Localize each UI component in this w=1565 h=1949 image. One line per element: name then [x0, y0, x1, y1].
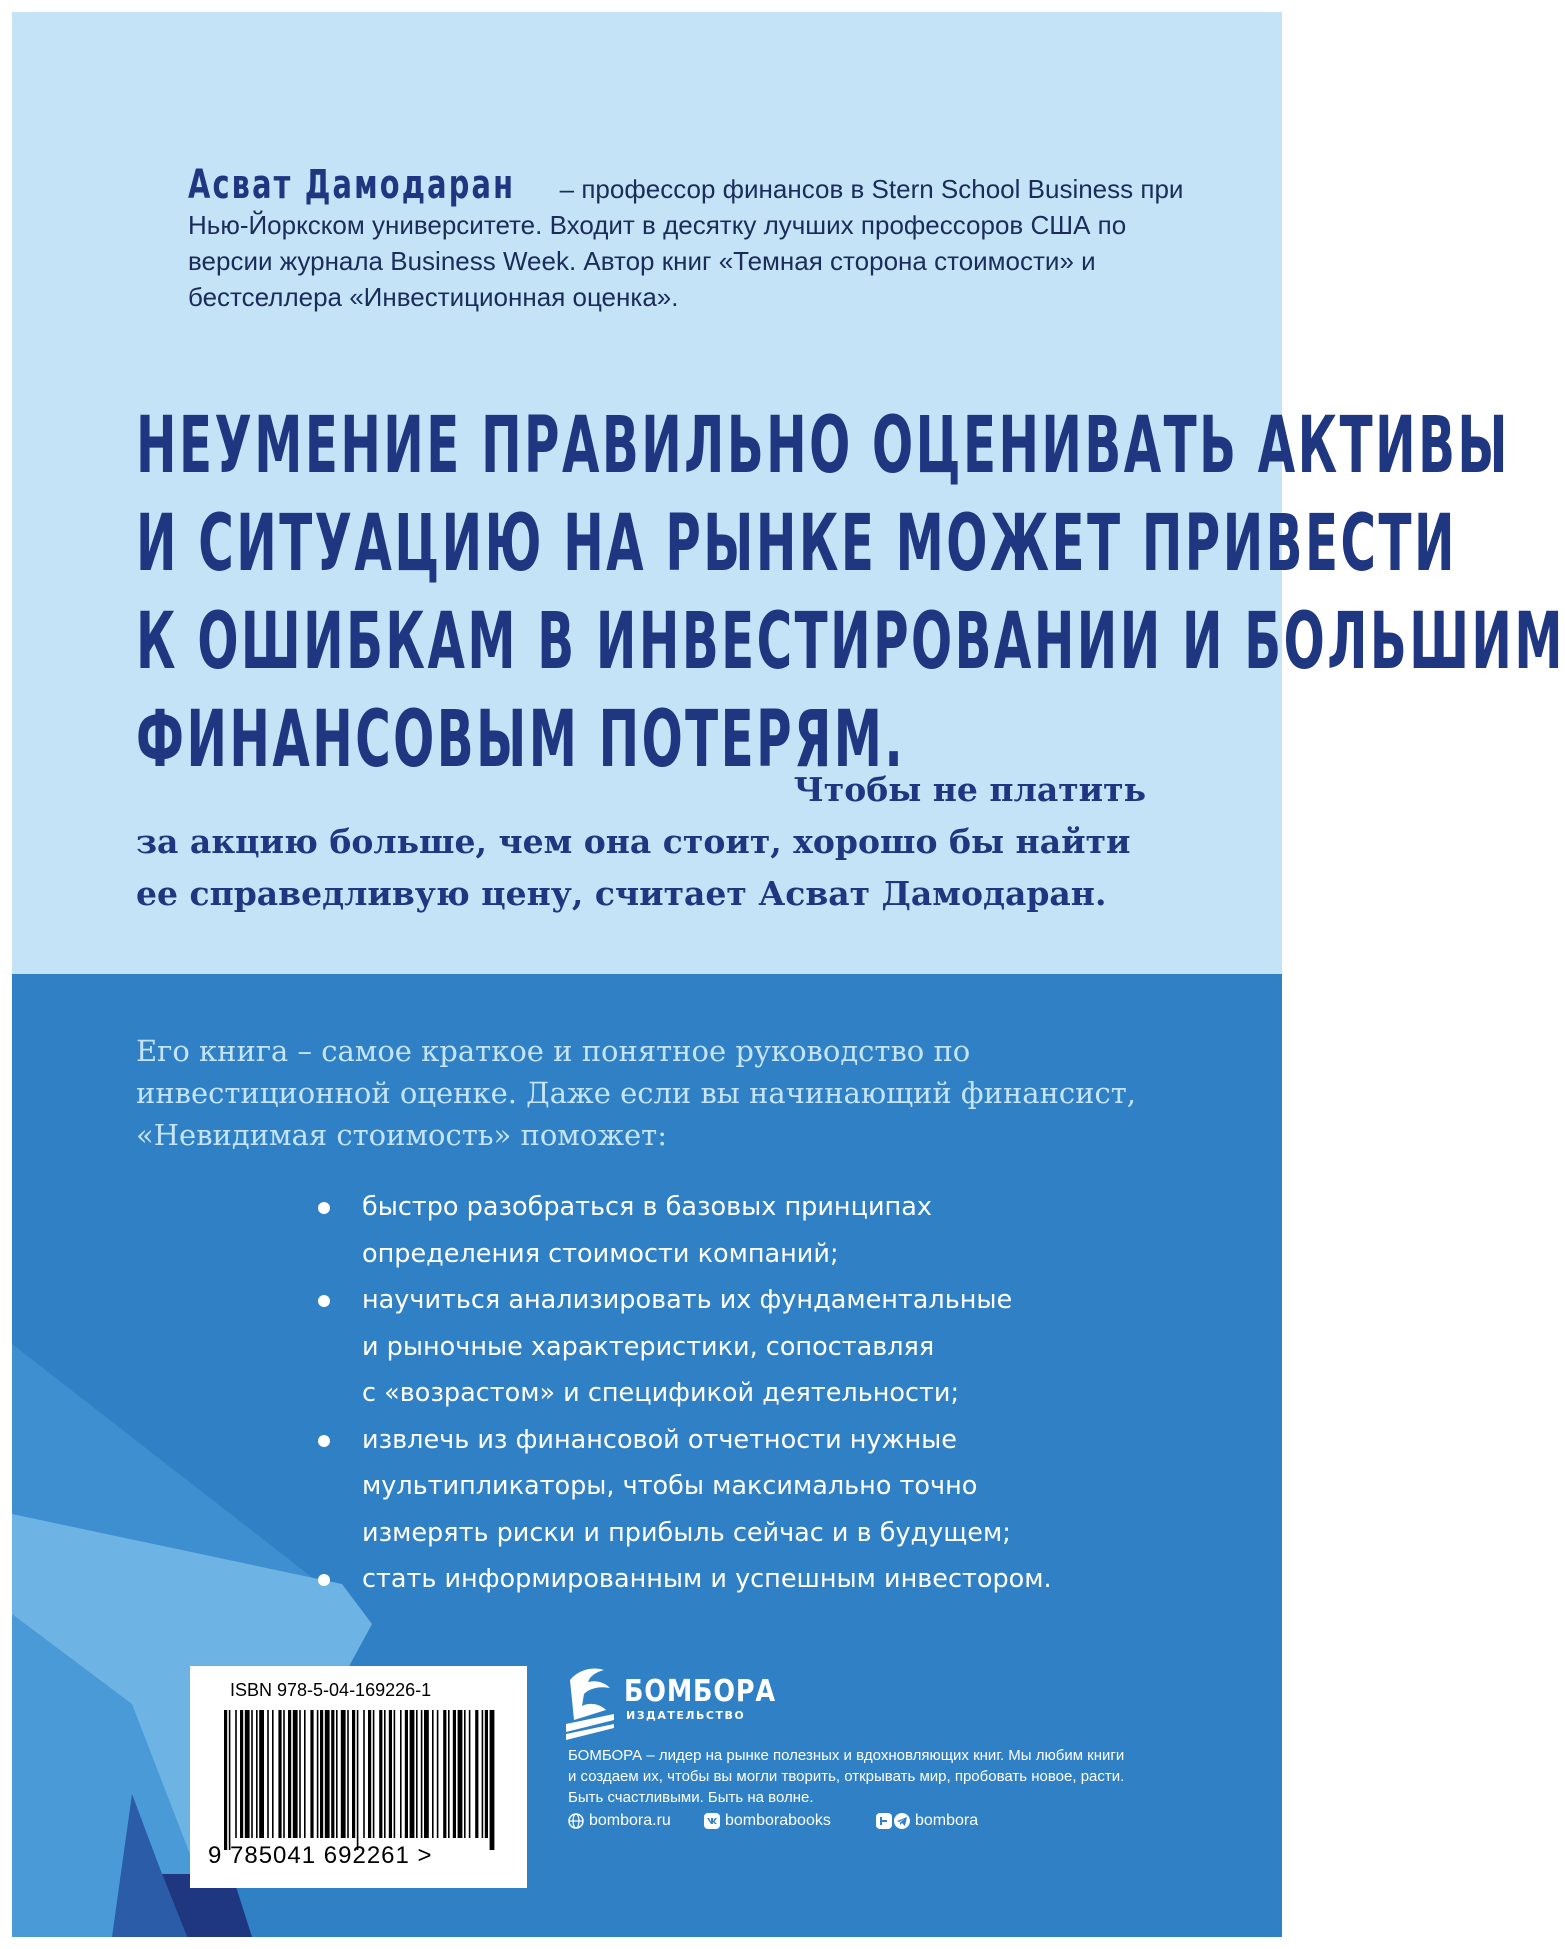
- barcode-bar: [379, 1710, 382, 1838]
- barcode-bar: [400, 1710, 402, 1838]
- social-label: bomborabooks: [725, 1812, 831, 1829]
- author-bio: [188, 162, 1198, 315]
- barcode-bar: [240, 1710, 243, 1838]
- intro-paragraph: Его книга – самое краткое и понятное руководство по инвестиционной оценке. Даже если вы начинающий финансист, «Невидимая стоимость» поможет:: [136, 1034, 1136, 1152]
- barcode-bar: [469, 1710, 471, 1838]
- headline-line: И СИТУАЦИЮ НА РЫНКЕ МОЖЕТ ПРИВЕСТИ: [136, 499, 1457, 589]
- barcode-bar: [357, 1710, 359, 1850]
- barcode-bar: [485, 1710, 488, 1838]
- barcode-bar: [341, 1710, 346, 1838]
- barcode-bar: [317, 1710, 319, 1838]
- barcode-bar: [421, 1710, 423, 1838]
- isbn-barcode-box: [190, 1666, 527, 1888]
- barcode-bar: [475, 1710, 478, 1838]
- barcode-bar: [394, 1710, 396, 1838]
- barcode-bar: [304, 1710, 306, 1838]
- book-back-cover: [12, 12, 1565, 1937]
- telegram-icon: [876, 1813, 910, 1829]
- social-label: bombora: [915, 1812, 979, 1829]
- vk-icon: [704, 1813, 720, 1829]
- barcode-bar: [464, 1710, 466, 1838]
- publisher-logo-icon: [560, 1662, 620, 1740]
- list-item: научиться анализировать их фундаментальные и рыночные характеристики, сопоставляя с «возрастом» и спецификой деятельности;: [330, 1277, 1130, 1417]
- headline-line: К ОШИБКАМ В ИНВЕСТИРОВАНИИ И БОЛЬШИМ: [136, 597, 1565, 687]
- benefits-list: [330, 1184, 1130, 1603]
- barcode-bar: [416, 1710, 418, 1838]
- bullet-icon: [318, 1574, 330, 1586]
- barcode-bar: [410, 1710, 415, 1838]
- barcode-bar: [251, 1710, 253, 1838]
- barcode-bar: [229, 1710, 231, 1850]
- barcode-bar: [259, 1710, 264, 1838]
- barcode-bar: [389, 1710, 392, 1838]
- list-item: извлечь из финансовой отчетности нужные мультипликаторы, чтобы максимально точно измерять риски и прибыль сейчас и в будущем;: [330, 1417, 1130, 1557]
- social-link-site[interactable]: [568, 1810, 671, 1832]
- author-bio-text: – профессор финансов в Stern School Business при Нью-Йоркском университете. Входит в десятку лучших профессоров США по версии журнала Business Week. Автор книг «Темная сторона стоимости» и бестселлера «Инвестиционная оценка».: [188, 174, 1184, 312]
- barcode-bar: [278, 1710, 281, 1838]
- lead-line: Чтобы не платить: [793, 770, 1146, 809]
- top-panel: [12, 12, 1565, 974]
- headline: [136, 397, 1565, 789]
- barcode-bar: [224, 1710, 227, 1850]
- lead-paragraph: [136, 764, 1146, 920]
- headline-line: НЕУМЕНИЕ ПРАВИЛЬНО ОЦЕНИВАТЬ АКТИВЫ: [136, 401, 1511, 491]
- isbn-label: ISBN 978-5-04-169226-1: [230, 1680, 432, 1700]
- author-name: Асват Дамодаран: [188, 162, 516, 208]
- list-item: стать информированным и успешным инвестором.: [330, 1556, 1130, 1603]
- barcode-bar: [432, 1710, 434, 1838]
- barcode-bar: [405, 1710, 408, 1838]
- lead-line: за акцию больше, чем она стоит, хорошо бы найти: [136, 822, 1131, 861]
- barcode-bar: [368, 1710, 371, 1838]
- barcode-bar: [336, 1710, 338, 1838]
- lead-line: ее справедливую цену, считает Асват Дамодаран.: [136, 874, 1107, 913]
- barcode-bar: [453, 1710, 456, 1838]
- headline-line: ФИНАНСОВЫМ ПОТЕРЯМ.: [136, 695, 906, 785]
- barcode-bar: [293, 1710, 298, 1838]
- globe-icon: [568, 1813, 584, 1829]
- publisher-name: БОМБОРА: [624, 1674, 776, 1709]
- barcode-bar: [299, 1710, 301, 1838]
- publisher-description: БОМБОРА – лидер на рынке полезных и вдохновляющих книг. Мы любим книги и создаем их, чтобы вы могли творить, открывать мир, пробовать новое, расти. Быть счастливыми. Быть на волне.: [568, 1747, 1125, 1806]
- list-item: быстро разобраться в базовых принципах определения стоимости компаний;: [330, 1184, 1130, 1277]
- barcode-bar: [272, 1710, 274, 1838]
- bullet-icon: [318, 1295, 330, 1307]
- barcode-bar: [363, 1710, 365, 1838]
- barcode-bar: [482, 1710, 484, 1838]
- barcode-bar: [424, 1710, 429, 1838]
- barcode-bar: [448, 1710, 450, 1838]
- barcode-bar: [283, 1710, 285, 1838]
- barcode-bar: [288, 1710, 291, 1838]
- barcode-bar: [373, 1710, 375, 1838]
- social-link-vk[interactable]: [704, 1810, 831, 1832]
- barcode-bar: [384, 1710, 386, 1838]
- barcode-digits: 9 785041 692261 >: [208, 1842, 433, 1869]
- barcode-bar: [331, 1710, 334, 1838]
- publisher-subtitle: ИЗДАТЕЛЬСТВО: [626, 1709, 746, 1722]
- barcode-bar: [310, 1710, 313, 1838]
- social-link-telegram[interactable]: [876, 1810, 978, 1832]
- barcode-bar: [320, 1710, 323, 1838]
- social-label: bombora.ru: [589, 1812, 671, 1829]
- barcode: [224, 1710, 494, 1850]
- barcode-bar: [267, 1710, 269, 1838]
- barcode-bar: [245, 1710, 250, 1838]
- barcode-bar: [325, 1710, 330, 1838]
- bullet-icon: [318, 1435, 330, 1447]
- barcode-bar: [347, 1710, 349, 1838]
- barcode-bar: [256, 1710, 258, 1838]
- barcode-bar: [235, 1710, 237, 1838]
- barcode-bar: [458, 1710, 463, 1838]
- barcode-bar: [490, 1710, 495, 1850]
- barcode-bar: [437, 1710, 439, 1838]
- bullet-icon: [318, 1202, 330, 1214]
- barcode-bar: [443, 1710, 446, 1838]
- barcode-bar: [352, 1710, 355, 1838]
